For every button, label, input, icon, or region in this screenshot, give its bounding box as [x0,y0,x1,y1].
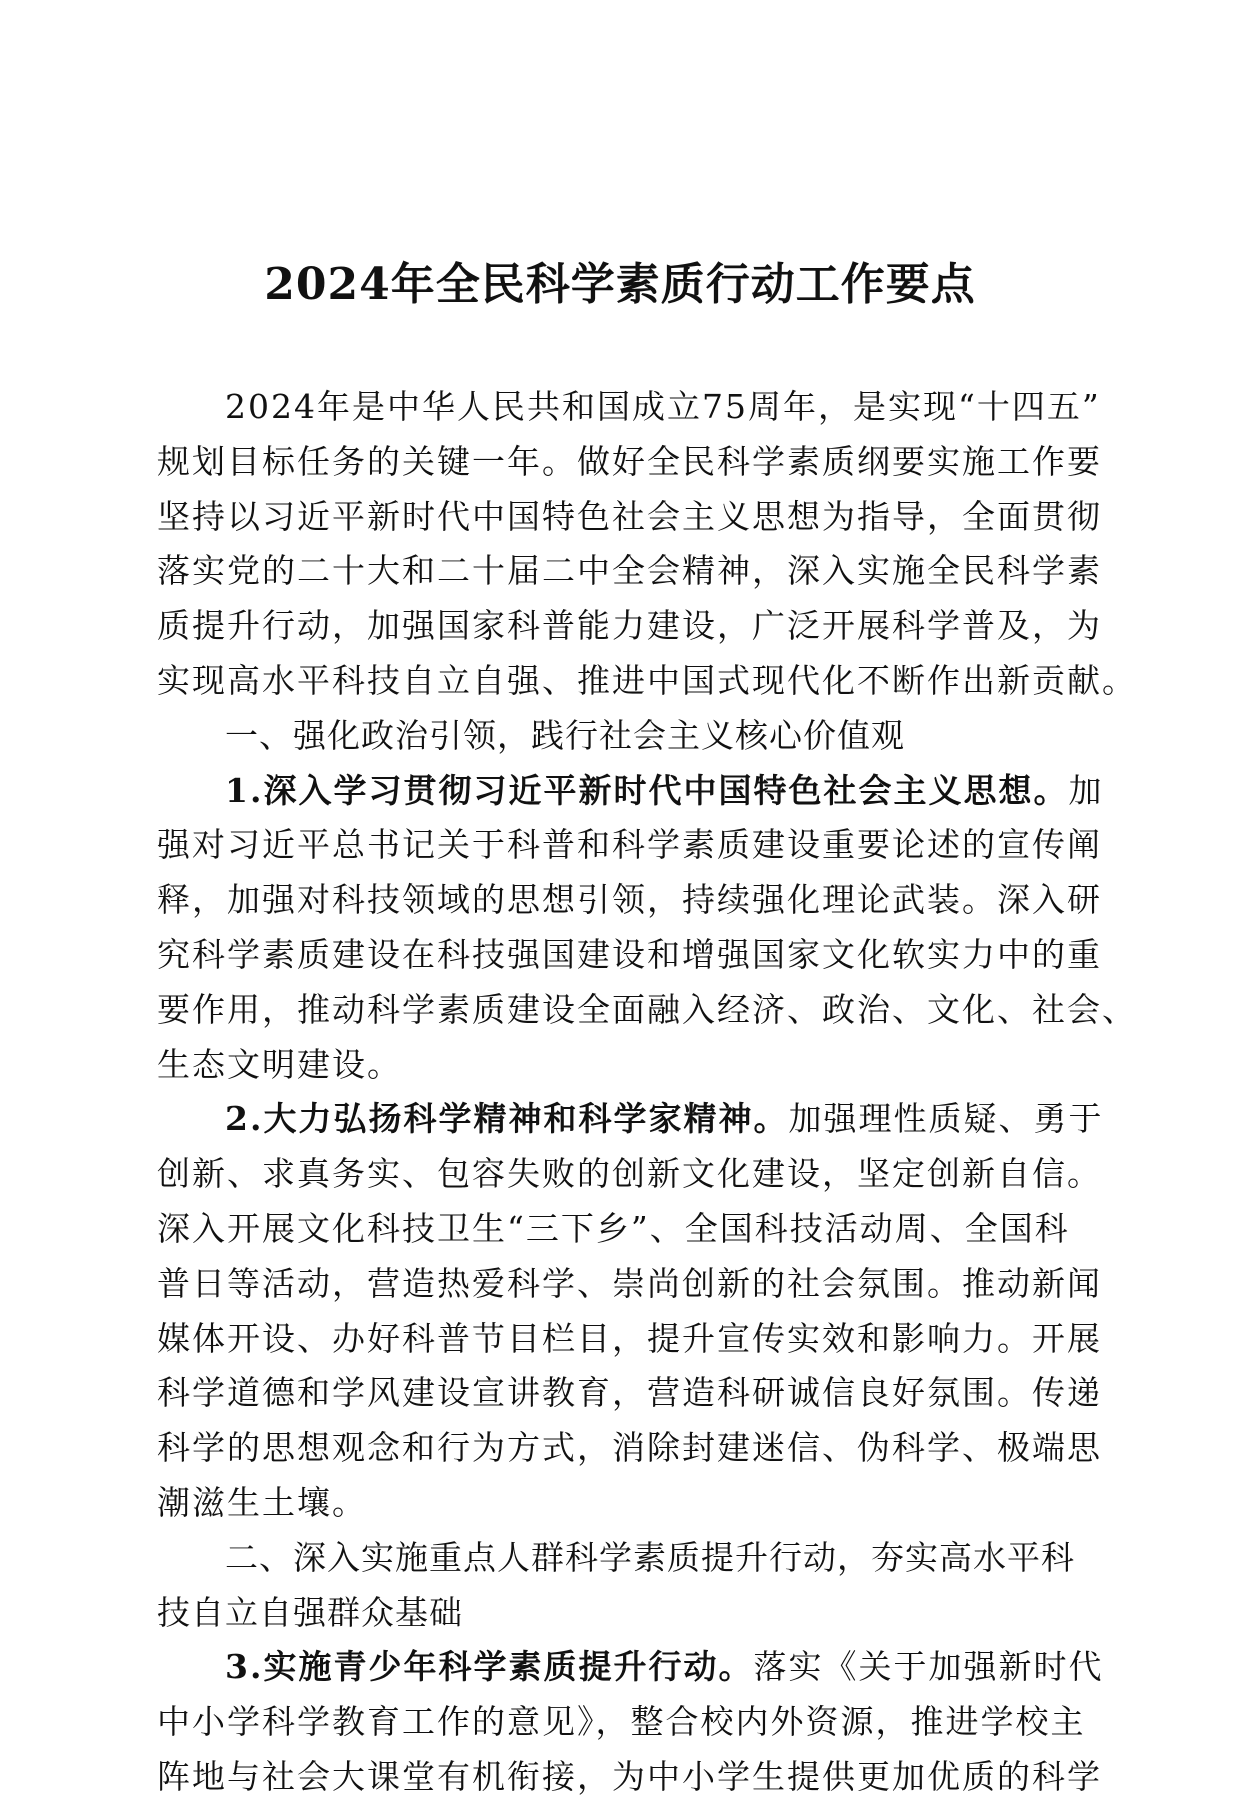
item-text: 加 [1068,770,1104,810]
paragraph-line: 坚持以习近平新时代中国特色社会主义思想为指导，全面贯彻 [157,496,1102,536]
paragraph-line: 2024年是中华人民共和国成立75周年，是实现“十四五” [225,387,1101,426]
item-first-line [157,1640,1104,1695]
item-first-line [157,764,1104,819]
paragraph-line: 要作用，推动科学素质建设全面融入经济、政治、文化、社会、 [157,989,1137,1029]
paragraph-line: 究科学素质建设在科技强国建设和增强国家文化软实力中的重 [157,934,1102,974]
item-first-line [157,1092,1104,1147]
paragraph-line: 实现高水平科技自立自强、推进中国式现代化不断作出新贡献。 [157,660,1137,700]
item-heading: 3.实施青少年科学素质提升行动。 [225,1647,754,1687]
paragraph-line: 深入开展文化科技卫生“三下乡”、全国科技活动周、全国科 [157,1208,1070,1248]
section-heading-line: 一、强化政治引领，践行社会主义核心价值观 [225,715,905,755]
paragraph-line: 强对习近平总书记关于科普和科学素质建设重要论述的宣传阐 [157,825,1102,865]
paragraph-line: 阵地与社会大课堂有机衔接，为中小学生提供更加优质的科学 [157,1756,1102,1796]
paragraph-line: 落实党的二十大和二十届二中全会精神，深入实施全民科学素 [157,551,1102,591]
paragraph-line: 创新、求真务实、包容失败的创新文化建设，坚定创新自信。 [157,1154,1102,1194]
item-heading: 2.大力弘扬科学精神和科学家精神。 [225,1099,789,1139]
document-body [157,380,1137,1805]
paragraph-line: 潮滋生土壤。 [157,1482,367,1522]
item-text: 加强理性质疑、勇于 [788,1099,1104,1139]
paragraph-line: 媒体开设、办好科普节目栏目，提升宣传实效和影响力。开展 [157,1318,1102,1358]
item-text: 落实《关于加强新时代 [753,1647,1104,1687]
paragraph-line: 规划目标任务的关键一年。做好全民科学素质纲要实施工作要 [157,441,1102,481]
paragraph-line: 释，加强对科技领域的思想引领，持续强化理论武装。深入研 [157,880,1102,920]
paragraph-line: 普日等活动，营造热爱科学、崇尚创新的社会氛围。推动新闻 [157,1263,1102,1303]
section-heading-line: 二、深入实施重点人群科学素质提升行动，夯实高水平科 [225,1537,1075,1577]
paragraph-line: 中小学科学教育工作的意见》，整合校内外资源，推进学校主 [157,1702,1086,1742]
section-heading-line: 技自立自强群众基础 [157,1592,463,1632]
document-title: 2024年全民科学素质行动工作要点 [264,259,976,310]
item-heading: 1.深入学习贯彻习近平新时代中国特色社会主义思想。 [225,770,1069,810]
paragraph-line: 科学的思想观念和行为方式，消除封建迷信、伪科学、极端思 [157,1428,1102,1468]
paragraph-line: 科学道德和学风建设宣讲教育，营造科研诚信良好氛围。传递 [157,1373,1102,1413]
paragraph-line: 生态文明建设。 [157,1044,402,1084]
paragraph-line: 质提升行动，加强国家科普能力建设，广泛开展科学普及，为 [157,606,1102,646]
